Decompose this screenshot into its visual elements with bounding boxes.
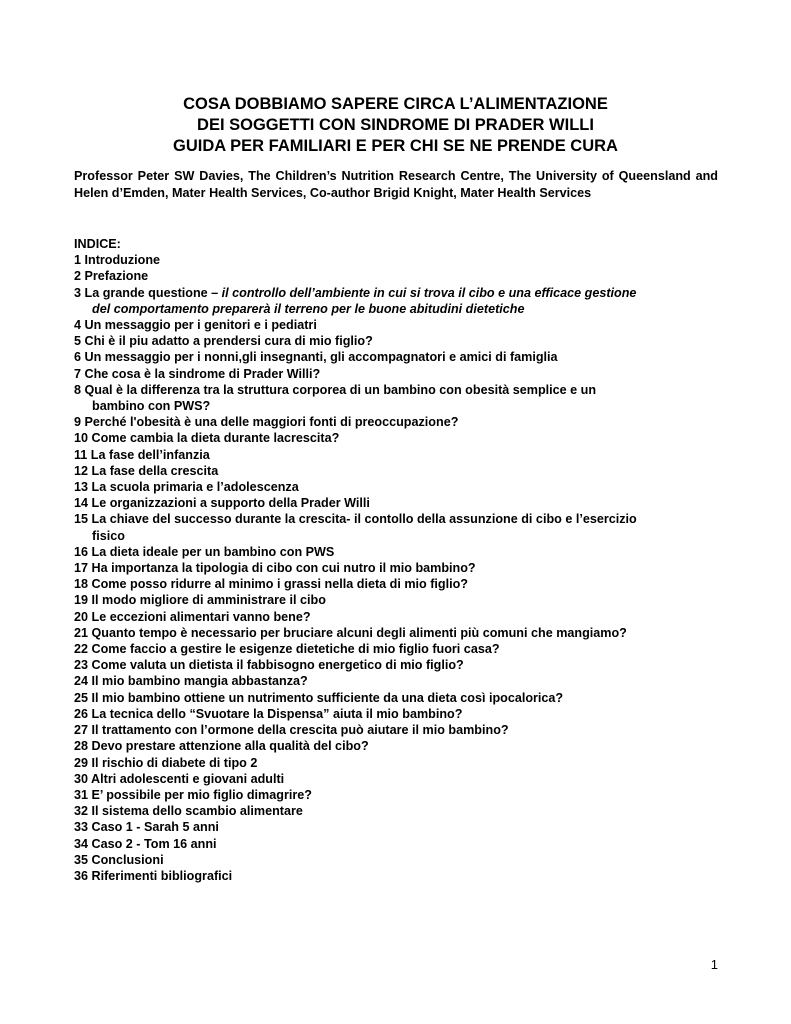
- document-title: [0, 94, 791, 157]
- toc-item-continuation: bambino con PWS?: [92, 399, 211, 414]
- table-of-contents: [74, 236, 718, 884]
- toc-item: [74, 479, 718, 495]
- toc-item: [74, 868, 718, 884]
- toc-item-text: 11 La fase dell’infanzia: [74, 447, 210, 462]
- toc-item-text: 27 Il trattamento con l’ormone della crescita può aiutare il mio bambino?: [74, 723, 509, 738]
- toc-item: [74, 447, 718, 463]
- toc-item: [74, 852, 718, 868]
- toc-item-text: 23 Come valuta un dietista il fabbisogno energetico di mio figlio?: [74, 658, 464, 673]
- title-line: GUIDA PER FAMILIARI E PER CHI SE NE PRENDE CURA: [173, 137, 618, 155]
- toc-item-text: 8 Qual è la differenza tra la struttura corporea di un bambino con obesità semplice e un: [74, 382, 597, 397]
- toc-item: [74, 560, 718, 576]
- toc-item: [74, 609, 718, 625]
- toc-item: [74, 268, 718, 284]
- toc-item-text: 24 Il mio bambino mangia abbastanza?: [74, 674, 308, 689]
- toc-item: [74, 366, 718, 382]
- toc-item: [74, 463, 718, 479]
- toc-list: [74, 252, 718, 884]
- toc-item-text: 22 Come faccio a gestire le esigenze dietetiche di mio figlio fuori casa?: [74, 642, 500, 657]
- toc-item: [74, 317, 718, 333]
- toc-item-text: 2 Prefazione: [74, 269, 149, 284]
- toc-item: [74, 544, 718, 560]
- toc-item: [74, 641, 718, 657]
- toc-item: [74, 787, 718, 803]
- toc-item-text: 34 Caso 2 - Tom 16 anni: [74, 836, 217, 851]
- toc-item: [74, 495, 718, 511]
- toc-item-text: 35 Conclusioni: [74, 852, 164, 867]
- toc-heading: INDICE:: [74, 237, 121, 251]
- toc-item-text: 31 E’ possibile per mio figlio dimagrire?: [74, 787, 312, 802]
- toc-item-text: 19 Il modo migliore di amministrare il cibo: [74, 593, 326, 608]
- toc-item-text: 6 Un messaggio per i nonni,gli insegnanti, gli accompagnatori e amici di famiglia: [74, 350, 558, 365]
- toc-item: [74, 511, 718, 543]
- authors-paragraph: Professor Peter SW Davies, The Children’s Nutrition Research Centre, The University of Queensland and Helen d’Emden, Mater Health Services, Co-author Brigid Knight, Mater Health Services: [74, 169, 718, 200]
- toc-item: [74, 382, 718, 414]
- toc-item-text: 16 La dieta ideale per un bambino con PWS: [74, 544, 335, 559]
- toc-item-text: 20 Le eccezioni alimentari vanno bene?: [74, 609, 311, 624]
- toc-item-text: 32 Il sistema dello scambio alimentare: [74, 804, 303, 819]
- toc-item-text: 4 Un messaggio per i genitori e i pediatri: [74, 318, 317, 333]
- title-line: COSA DOBBIAMO SAPERE CIRCA L’ALIMENTAZIONE: [183, 95, 608, 113]
- toc-item-text: 30 Altri adolescenti e giovani adulti: [74, 771, 285, 786]
- toc-item-text: 25 Il mio bambino ottiene un nutrimento sufficiente da una dieta così ipocalorica?: [74, 690, 564, 705]
- title-line: DEI SOGGETTI CON SINDROME DI PRADER WILLI: [197, 116, 594, 134]
- toc-item: [74, 819, 718, 835]
- toc-item-continuation: fisico: [92, 528, 125, 543]
- toc-item-text: 21 Quanto tempo è necessario per bruciare alcuni degli alimenti più comuni che mangiamo?: [74, 625, 627, 640]
- toc-item-text: 14 Le organizzazioni a supporto della Prader Willi: [74, 496, 370, 511]
- toc-item: [74, 722, 718, 738]
- toc-item: [74, 430, 718, 446]
- toc-item-subtitle-continuation: del comportamento preparerà il terreno per le buone abitudini dietetiche: [92, 301, 525, 316]
- toc-item: [74, 285, 718, 317]
- toc-item-text: 10 Come cambia la dieta durante lacrescita?: [74, 431, 340, 446]
- toc-item-text: 12 La fase della crescita: [74, 463, 219, 478]
- toc-item: [74, 836, 718, 852]
- toc-item: [74, 414, 718, 430]
- toc-item-subtitle: il controllo dell’ambiente in cui si trova il cibo e una efficace gestione: [221, 285, 637, 300]
- page-number: 1: [710, 957, 718, 972]
- toc-item-text: 28 Devo prestare attenzione alla qualità del cibo?: [74, 739, 369, 754]
- toc-item-text: 33 Caso 1 - Sarah 5 anni: [74, 820, 219, 835]
- toc-item-text: 9 Perché l'obesità è una delle maggiori fonti di preoccupazione?: [74, 415, 459, 430]
- toc-item: [74, 755, 718, 771]
- toc-item: [74, 690, 718, 706]
- toc-item-text: 17 Ha importanza la tipologia di cibo con cui nutro il mio bambino?: [74, 561, 476, 576]
- toc-item: [74, 706, 718, 722]
- toc-item-text: 26 La tecnica dello “Svuotare la Dispensa” aiuta il mio bambino?: [74, 706, 463, 721]
- toc-item-text: 1 Introduzione: [74, 253, 161, 268]
- toc-item: [74, 333, 718, 349]
- toc-item: [74, 252, 718, 268]
- toc-item: [74, 738, 718, 754]
- toc-item: [74, 771, 718, 787]
- toc-item-text: 3 La grande questione –: [74, 285, 222, 300]
- toc-item: [74, 803, 718, 819]
- toc-item: [74, 657, 718, 673]
- toc-item-text: 29 Il rischio di diabete di tipo 2: [74, 755, 258, 770]
- toc-item: [74, 349, 718, 365]
- toc-item: [74, 673, 718, 689]
- toc-item: [74, 576, 718, 592]
- toc-item: [74, 592, 718, 608]
- toc-item-text: 36 Riferimenti bibliografici: [74, 868, 233, 883]
- toc-item-text: 13 La scuola primaria e l’adolescenza: [74, 480, 299, 495]
- toc-item-text: 5 Chi è il piu adatto a prendersi cura di mio figlio?: [74, 334, 373, 349]
- toc-item-text: 7 Che cosa è la sindrome di Prader Willi?: [74, 366, 321, 381]
- toc-item-text: 18 Come posso ridurre al minimo i grassi nella dieta di mio figlio?: [74, 577, 468, 592]
- toc-item: [74, 625, 718, 641]
- toc-item-text: 15 La chiave del successo durante la crescita- il contollo della assunzione di cibo e l’esercizio: [74, 512, 637, 527]
